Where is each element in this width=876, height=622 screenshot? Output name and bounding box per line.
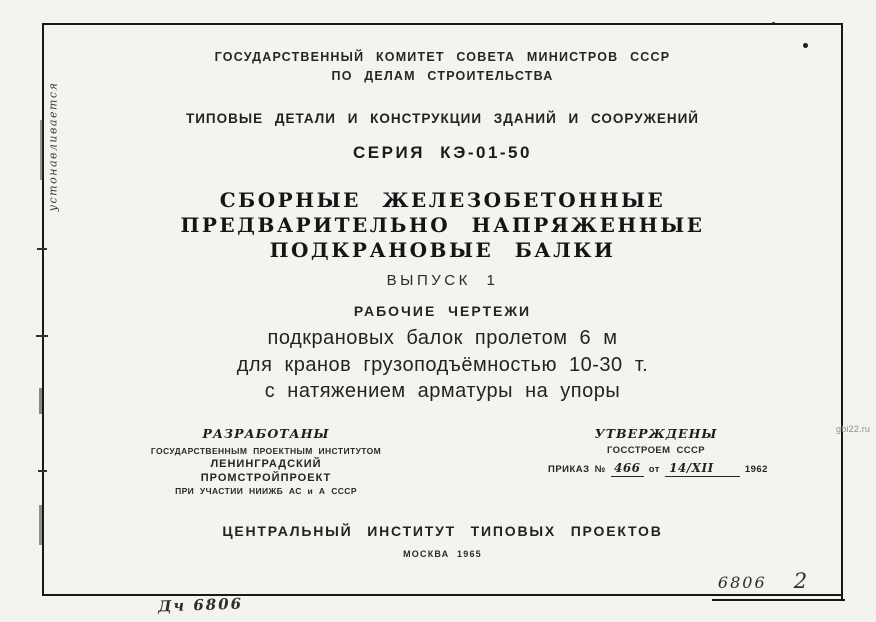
committee-line2: ПО ДЕЛАМ СТРОИТЕЛЬСТВА xyxy=(331,69,554,83)
left-margin-mark xyxy=(38,470,47,472)
document-title-line2: ПРЕДВАРИТЕЛЬНО НАПРЯЖЕННЫЕ xyxy=(180,213,705,237)
series-title: ТИПОВЫЕ ДЕТАЛИ И КОНСТРУКЦИИ ЗДАНИЙ И СООРУЖЕНИЙ xyxy=(185,111,699,126)
approved-heading: УТВЕРЖДЕНЫ xyxy=(594,426,718,441)
order-line xyxy=(548,461,768,475)
left-margin-mark xyxy=(40,120,43,180)
bottom-left-handwritten-note: Дч 6806 xyxy=(157,594,244,616)
order-year: 1962 xyxy=(744,464,768,475)
order-number-handwritten: 466 xyxy=(611,461,644,477)
description-line1: подкрановых балок пролетом 6 м xyxy=(267,327,618,349)
developed-heading: РАЗРАБОТАНЫ xyxy=(202,426,330,441)
committee-line1: ГОСУДАРСТВЕННЫЙ КОМИТЕТ СОВЕТА МИНИСТРОВ СССР xyxy=(214,50,671,64)
approved-line1: ГОССТРОЕМ СССР xyxy=(607,445,705,456)
issue-number: ВЫПУСК 1 xyxy=(386,272,499,289)
handwritten-stamp xyxy=(690,569,835,593)
left-margin-handwritten-note: устонавливается xyxy=(46,81,60,212)
ink-speck xyxy=(772,22,775,25)
order-date-handwritten: 14/XII xyxy=(665,461,740,477)
bottom-right-step-line xyxy=(712,599,845,601)
stamp-page-handwritten: 2 xyxy=(793,569,808,593)
order-from-label: от xyxy=(648,464,660,475)
series-code: СЕРИЯ КЭ-01-50 xyxy=(353,143,532,162)
developed-by-block xyxy=(148,426,384,497)
developed-line1: ГОСУДАРСТВЕННЫМ ПРОЕКТНЫМ ИНСТИТУТОМ xyxy=(150,446,382,456)
drawings-subtitle: РАБОЧИЕ ЧЕРТЕЖИ xyxy=(353,303,532,319)
bottom-right-step-stub xyxy=(841,595,843,601)
description xyxy=(44,325,841,405)
developed-line3: ПРИ УЧАСТИИ НИИЖБ АС и А СССР xyxy=(175,486,357,496)
committee-header xyxy=(44,48,841,86)
document-title-line1: СБОРНЫЕ ЖЕЛЕЗОБЕТОННЫЕ xyxy=(219,188,666,212)
publisher-name: ЦЕНТРАЛЬНЫЙ ИНСТИТУТ ТИПОВЫХ ПРОЕКТОВ xyxy=(222,523,663,539)
site-watermark: gbi22.ru xyxy=(836,424,871,434)
left-margin-mark xyxy=(39,388,42,414)
description-line3: с натяжением арматуры на упоры xyxy=(264,380,621,402)
left-margin-mark xyxy=(39,505,42,545)
description-line2: для кранов грузоподъёмностью 10-30 т. xyxy=(236,353,649,376)
stamp-number-handwritten: 6806 xyxy=(717,573,767,592)
city-year: МОСКВА 1965 xyxy=(403,549,482,559)
developed-line2: ЛЕНИНГРАДСКИЙ ПРОМСТРОЙПРОЕКТ xyxy=(200,458,332,484)
document-title-line3: ПОДКРАНОВЫЕ БАЛКИ xyxy=(269,238,616,262)
approved-by-block xyxy=(548,426,768,475)
document-title xyxy=(44,188,841,263)
order-prefix: ПРИКАЗ № xyxy=(548,464,606,475)
